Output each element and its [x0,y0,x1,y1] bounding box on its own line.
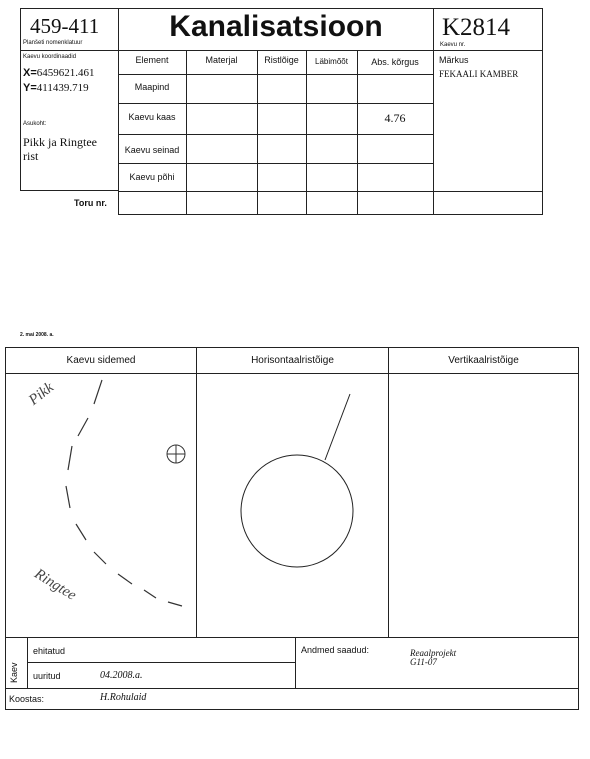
pipe-direction-line [325,394,350,460]
horizontal-section-drawing [197,374,388,637]
x-prefix: X= [23,67,37,79]
surveyed-value: 04.2008.a. [100,670,143,681]
cover-abs-height: 4.76 [384,111,406,125]
data-from-line-2: G11-07 [410,657,437,667]
row-element-walls: Kaevu seinad [124,145,180,155]
x-coordinate [23,67,95,79]
col-header-abs-height: Abs. kõrgus [371,57,419,67]
row-element-bottom: Kaevu põhi [129,172,175,182]
location-label: Asukoht: [23,121,47,127]
pipe-number-label: Toru nr. [74,198,107,208]
data-from-line-1: Reaalprojekt [410,648,457,658]
nomenclature-label: Planšeti nomenklatuur [23,40,83,46]
well-number: K2814 [442,14,511,41]
well-number-label: Kaevu nr. [440,42,466,48]
remark-header: Märkus [439,55,469,65]
well-side-label: Kaev [9,662,19,683]
well-circle [241,455,353,567]
data-from-label: Andmed saadud: [301,645,370,655]
x-value: 6459621.461 [36,67,95,79]
col-header-diameter: Läbimõõt [315,57,348,66]
panel-title-vertical: Vertikaalristõige [448,355,519,366]
remark-value: FEKAALI KAMBER [439,69,519,79]
author-value: H.Rohulaid [100,692,147,703]
col-header-cross-section: Ristlõige [264,55,299,65]
location-line-1: Pikk ja Ringtee [23,135,97,149]
location-line-2: rist [23,149,39,163]
author-label: Koostas: [9,694,45,704]
y-value: 411439.719 [36,82,89,94]
row-element-ground: Maapind [134,82,170,92]
row-element-cover: Kaevu kaas [128,112,176,122]
panel-title-connections: Kaevu sidemed [66,355,136,366]
date-note: 2. mai 2008. a. [20,332,54,338]
coords-label: Kaevu koordinaadid [23,54,77,60]
y-coordinate [23,82,89,94]
col-header-element: Element [135,55,169,65]
nomenclature-number: 459-411 [30,14,100,38]
connections-sketch [6,374,196,637]
y-prefix: Y= [23,82,37,94]
panel-title-horizontal: Horisontaalristõige [251,355,334,366]
crosshair-icon [167,445,185,463]
street-edge-line [66,380,182,606]
surveyed-label: uuritud [33,671,61,681]
built-label: ehitatud [33,646,66,656]
col-header-material: Materjal [205,55,238,65]
page-title: Kanalisatsioon [169,10,383,43]
sketch-label-pikk: Pikk [26,379,57,409]
sketch-label-ringtee: Ringtee [31,566,79,604]
